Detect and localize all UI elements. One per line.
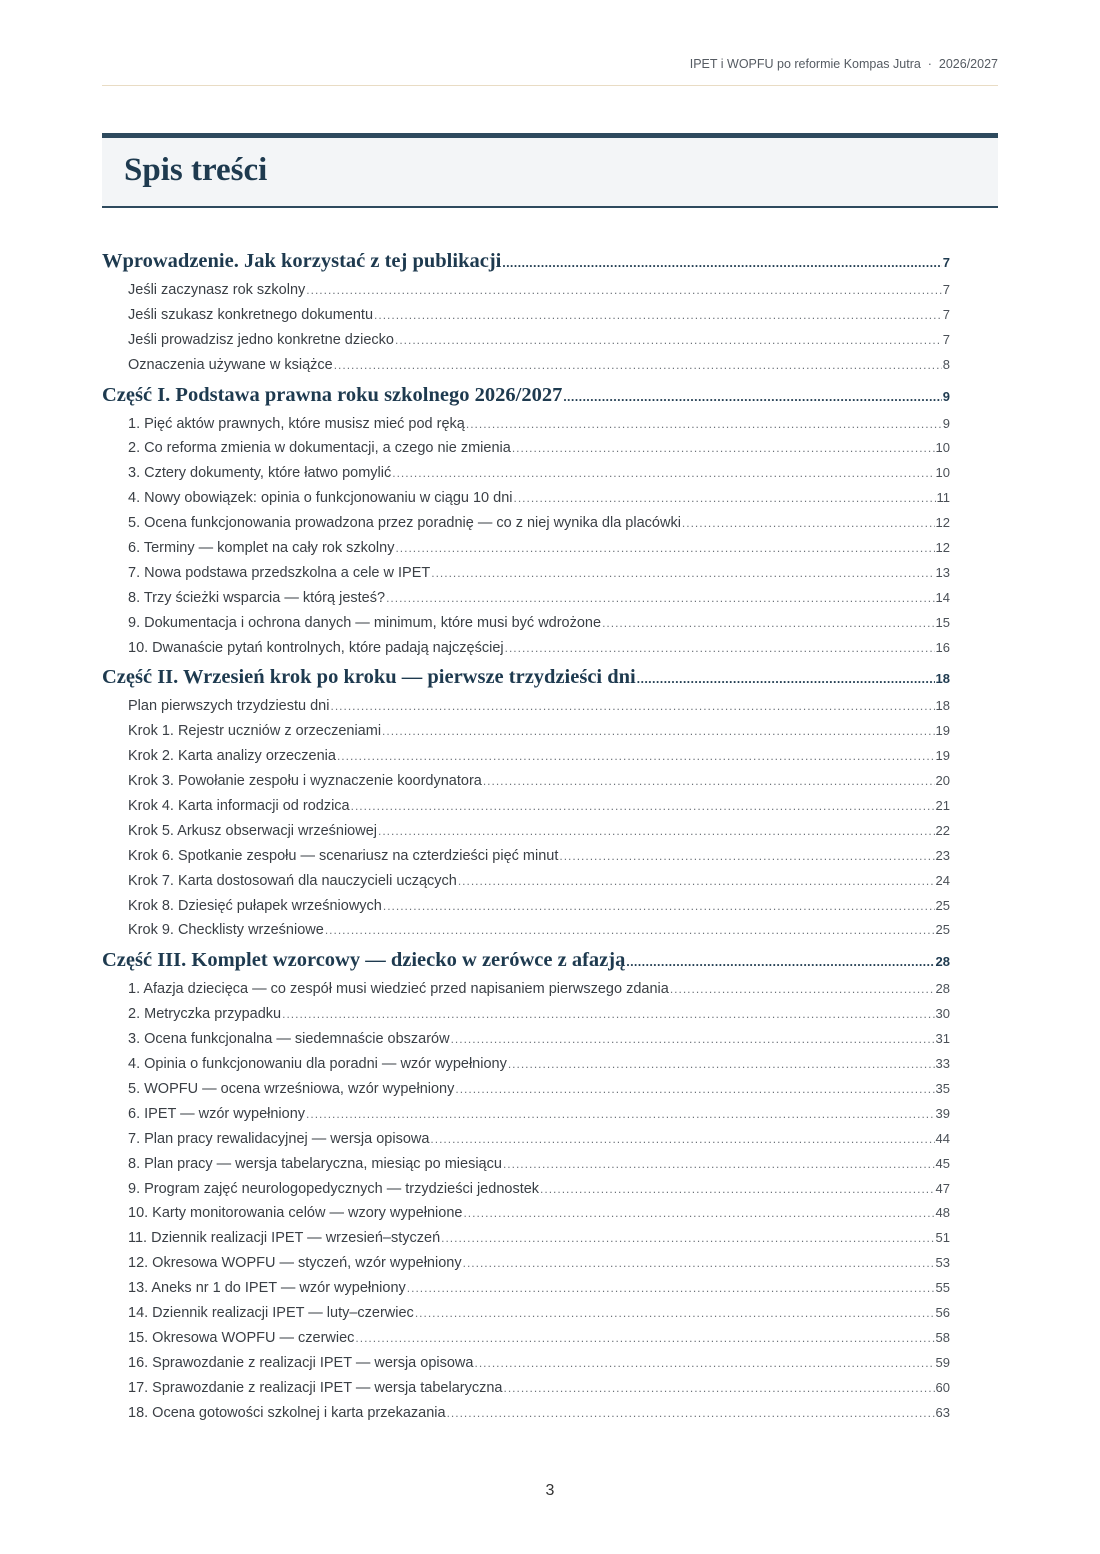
dot-leader xyxy=(466,412,942,437)
toc-entry[interactable] xyxy=(102,1301,950,1326)
toc-chapter-title: Część III. Komplet wzorcowy — dziecko w zerówce z afazją xyxy=(102,949,626,972)
dot-leader xyxy=(378,819,935,844)
toc-entry-page: 7 xyxy=(942,282,950,297)
dot-leader xyxy=(504,1376,935,1401)
toc-entry[interactable] xyxy=(102,436,950,461)
dot-leader xyxy=(355,1326,934,1351)
toc-entry[interactable] xyxy=(102,794,950,819)
dot-leader xyxy=(386,586,934,611)
dot-leader xyxy=(512,436,935,461)
header-separator: · xyxy=(927,57,932,71)
dot-leader xyxy=(447,1401,935,1426)
toc-entry-title: 2. Metryczka przypadku xyxy=(128,1006,282,1023)
dot-leader xyxy=(325,918,935,943)
toc-entry-title: Jeśli szukasz konkretnego dokumentu xyxy=(128,306,374,323)
toc-entry-title: 9. Dokumentacja i ochrona danych — minimum, które musi być wdrożone xyxy=(128,614,602,631)
dot-leader xyxy=(337,744,935,769)
toc-entry-page: 48 xyxy=(935,1205,950,1221)
toc-entry[interactable] xyxy=(102,918,950,943)
dot-leader xyxy=(374,303,942,328)
toc-entry-page: 25 xyxy=(935,922,950,938)
toc-entry-title: 17. Sprawozdanie z realizacji IPET — wersja tabelaryczna xyxy=(128,1379,503,1396)
toc-entry-page: 7 xyxy=(942,331,950,347)
toc-entry[interactable] xyxy=(102,1027,950,1052)
toc-entry[interactable] xyxy=(102,278,950,303)
toc-chapter[interactable] xyxy=(102,244,950,278)
toc-entry[interactable] xyxy=(102,303,950,328)
toc-entry-page: 45 xyxy=(935,1155,950,1171)
toc-entry-title: 10. Dwanaście pytań kontrolnych, które padają najczęściej xyxy=(128,639,504,656)
toc-entry-page: 19 xyxy=(935,723,950,739)
toc-entry-page: 8 xyxy=(942,356,950,372)
toc-entry-title: 2. Co reforma zmienia w dokumentacji, a czego nie zmienia xyxy=(128,440,511,457)
toc-chapter-page: 18 xyxy=(935,671,950,687)
toc-entry-title: Krok 2. Karta analizy orzeczenia xyxy=(128,748,336,765)
toc-entry-title: Oznaczenia używane w książce xyxy=(128,356,333,373)
toc-entry-page: 25 xyxy=(935,897,950,913)
toc-entry-title: 1. Pięć aktów prawnych, które musisz mieć pod ręką xyxy=(128,415,465,432)
toc-entry-page: 11 xyxy=(936,490,950,506)
toc-chapter[interactable] xyxy=(102,378,950,412)
dot-leader xyxy=(463,1201,934,1226)
dot-leader xyxy=(431,561,934,586)
toc-entry[interactable] xyxy=(102,694,950,719)
toc-entry-page: 12 xyxy=(935,515,950,531)
toc-chapter-page: 7 xyxy=(942,255,950,270)
toc-entry-page: 28 xyxy=(935,981,950,997)
toc-entry-page: 44 xyxy=(935,1130,950,1146)
header-rule xyxy=(102,85,998,86)
dot-leader xyxy=(505,636,935,661)
toc-entry-title: 10. Karty monitorowania celów — wzory wypełnione xyxy=(128,1205,463,1222)
toc-entry[interactable] xyxy=(102,1002,950,1027)
toc-entry-title: 3. Cztery dokumenty, które łatwo pomylić xyxy=(128,465,392,482)
dot-leader xyxy=(451,1027,935,1052)
toc-entry-page: 33 xyxy=(935,1056,950,1072)
dot-leader xyxy=(559,844,934,869)
toc-entry[interactable] xyxy=(102,636,950,661)
dot-leader xyxy=(682,511,935,536)
toc-entry[interactable] xyxy=(102,1401,950,1426)
dot-leader xyxy=(395,536,934,561)
toc-entry-title: 8. Trzy ścieżki wsparcia — którą jesteś? xyxy=(128,589,386,606)
header-year: 2026/2027 xyxy=(938,57,998,71)
toc-entry-title: 1. Afazja dziecięca — co zespół musi wiedzieć przed napisaniem pierwszego zdania xyxy=(128,981,669,998)
dot-leader xyxy=(334,353,942,378)
toc-entry-page: 31 xyxy=(935,1031,950,1047)
toc-entry[interactable] xyxy=(102,611,950,636)
toc-entry[interactable] xyxy=(102,1376,950,1401)
toc-entry-title: Plan pierwszych trzydziestu dni xyxy=(128,698,330,715)
toc-entry-title: 12. Okresowa WOPFU — styczeń, wzór wypełniony xyxy=(128,1255,462,1272)
toc-chapter-page: 28 xyxy=(935,954,950,970)
header-publication: IPET i WOPFU po reformie Kompas Jutra xyxy=(689,57,921,71)
page-number: 3 xyxy=(545,1482,555,1499)
toc-chapter[interactable] xyxy=(102,943,950,977)
toc-entry[interactable] xyxy=(102,511,950,536)
toc-entry-page: 39 xyxy=(935,1105,950,1121)
toc-entry[interactable] xyxy=(102,461,950,486)
dot-leader xyxy=(392,461,934,486)
toc-entry[interactable] xyxy=(102,486,950,511)
toc-entry-title: 7. Nowa podstawa przedszkolna a cele w IPET xyxy=(128,564,431,581)
toc-entry-title: Jeśli zaczynasz rok szkolny xyxy=(128,282,306,298)
toc-entry-title: 4. Opinia o funkcjonowaniu dla poradni — wzór wypełniony xyxy=(128,1056,507,1073)
dot-leader xyxy=(637,662,935,696)
dot-leader xyxy=(563,380,941,414)
toc-chapter[interactable] xyxy=(102,660,950,694)
toc-entry[interactable] xyxy=(102,869,950,894)
toc-entry-page: 58 xyxy=(935,1329,950,1345)
toc-entry-page: 30 xyxy=(935,1006,950,1022)
toc-chapter-title: Część II. Wrzesień krok po kroku — pierwsze trzydzieści dni xyxy=(102,666,636,689)
dot-leader xyxy=(395,328,942,353)
toc-entry-title: 8. Plan pracy — wersja tabelaryczna, miesiąc po miesiącu xyxy=(128,1155,502,1172)
toc-entry-title: 6. Terminy — komplet na cały rok szkolny xyxy=(128,540,395,557)
toc-entry-title: 6. IPET — wzór wypełniony xyxy=(128,1105,306,1122)
toc-entry-title: 4. Nowy obowiązek: opinia o funkcjonowaniu w ciągu 10 dni xyxy=(128,490,513,507)
dot-leader xyxy=(513,486,935,511)
toc-entry-page: 10 xyxy=(935,440,950,456)
toc-entry[interactable] xyxy=(102,1201,950,1226)
toc-entry[interactable] xyxy=(102,1102,950,1127)
toc-entry-page: 35 xyxy=(935,1080,950,1096)
dot-leader xyxy=(503,1152,935,1177)
dot-leader xyxy=(508,1052,935,1077)
toc-entry-page: 19 xyxy=(935,748,950,764)
toc-entry-title: Krok 5. Arkusz obserwacji wrześniowej xyxy=(128,822,378,839)
toc-entry[interactable] xyxy=(102,977,950,1002)
dot-leader xyxy=(483,769,935,794)
toc-entry[interactable] xyxy=(102,1052,950,1077)
toc-entry-title: 14. Dziennik realizacji IPET — luty–czerwiec xyxy=(128,1304,414,1321)
title-box xyxy=(102,133,998,208)
dot-leader xyxy=(502,246,941,280)
dot-leader xyxy=(540,1177,934,1202)
toc-entry[interactable] xyxy=(102,819,950,844)
dot-leader xyxy=(330,694,934,719)
toc-entry[interactable] xyxy=(102,353,950,378)
toc-entry-title: Krok 4. Karta informacji od rodzica xyxy=(128,798,350,815)
toc-entry[interactable] xyxy=(102,844,950,869)
toc-entry-page: 56 xyxy=(935,1304,950,1320)
dot-leader xyxy=(441,1226,934,1251)
toc-entry-title: 7. Plan pracy rewalidacyjnej — wersja opisowa xyxy=(128,1130,430,1147)
running-header xyxy=(102,57,998,71)
toc-entry-page: 9 xyxy=(942,415,950,431)
dot-leader xyxy=(474,1351,934,1376)
toc-entry-page: 21 xyxy=(935,798,950,814)
toc-entry-page: 47 xyxy=(935,1180,950,1196)
toc-entry[interactable] xyxy=(102,769,950,794)
toc-chapter-page: 9 xyxy=(942,388,950,404)
dot-leader xyxy=(455,1077,934,1102)
toc-entry[interactable] xyxy=(102,744,950,769)
toc-entry-page: 24 xyxy=(935,872,950,888)
toc-entry-title: Krok 9. Checklisty wrześniowe xyxy=(128,922,324,939)
dot-leader xyxy=(430,1127,934,1152)
toc-entry-page: 10 xyxy=(935,465,950,481)
toc-entry-page: 60 xyxy=(935,1379,950,1395)
table-of-contents xyxy=(102,244,950,1425)
toc-entry-title: Krok 1. Rejestr uczniów z orzeczeniami xyxy=(128,723,382,740)
toc-entry[interactable] xyxy=(102,328,950,353)
dot-leader xyxy=(306,278,941,303)
toc-entry-title: Krok 6. Spotkanie zespołu — scenariusz na czterdzieści pięć minut xyxy=(128,847,559,864)
toc-entry[interactable] xyxy=(102,1276,950,1301)
toc-entry-page: 7 xyxy=(942,306,950,322)
toc-entry-title: Krok 3. Powołanie zespołu i wyznaczenie koordynatora xyxy=(128,773,482,790)
toc-entry[interactable] xyxy=(102,586,950,611)
toc-entry-page: 14 xyxy=(935,589,950,605)
toc-entry[interactable] xyxy=(102,1127,950,1152)
toc-entry-title: 13. Aneks nr 1 do IPET — wzór wypełniony xyxy=(128,1280,406,1297)
toc-entry-title: Krok 8. Dziesięć pułapek wrześniowych xyxy=(128,897,382,914)
toc-entry-title: 11. Dziennik realizacji IPET — wrzesień–styczeń xyxy=(128,1230,441,1247)
toc-entry-page: 18 xyxy=(935,698,950,714)
toc-entry-page: 53 xyxy=(935,1255,950,1271)
toc-entry[interactable] xyxy=(102,561,950,586)
dot-leader xyxy=(626,945,934,979)
dot-leader xyxy=(670,977,935,1002)
toc-entry[interactable] xyxy=(102,1152,950,1177)
toc-entry-page: 20 xyxy=(935,773,950,789)
dot-leader xyxy=(458,869,935,894)
toc-entry-title: 5. WOPFU — ocena wrześniowa, wzór wypełniony xyxy=(128,1080,455,1097)
toc-entry[interactable] xyxy=(102,1326,950,1351)
toc-entry[interactable] xyxy=(102,1251,950,1276)
toc-entry-page: 23 xyxy=(935,847,950,863)
dot-leader xyxy=(407,1276,935,1301)
toc-entry-page: 13 xyxy=(935,564,950,580)
dot-leader xyxy=(463,1251,935,1276)
dot-leader xyxy=(415,1301,935,1326)
toc-entry-title: 3. Ocena funkcjonalna — siedemnaście obszarów xyxy=(128,1031,450,1048)
toc-entry-page: 22 xyxy=(935,822,950,838)
dot-leader xyxy=(383,894,935,919)
toc-entry[interactable] xyxy=(102,412,950,437)
toc-entry-title: Krok 7. Karta dostosowań dla nauczycieli uczących xyxy=(128,872,457,889)
dot-leader xyxy=(306,1102,935,1127)
toc-entry-title: 15. Okresowa WOPFU — czerwiec xyxy=(128,1329,355,1346)
toc-entry-page: 63 xyxy=(935,1404,950,1420)
dot-leader xyxy=(351,794,935,819)
dot-leader xyxy=(282,1002,934,1027)
toc-entry-title: 9. Program zajęć neurologopedycznych — trzydzieści jednostek xyxy=(128,1180,540,1197)
toc-entry[interactable] xyxy=(102,1351,950,1376)
toc-chapter-title: Część I. Podstawa prawna roku szkolnego 2026/2027 xyxy=(102,383,563,406)
toc-entry[interactable] xyxy=(102,1177,950,1202)
toc-entry-page: 59 xyxy=(935,1354,950,1370)
toc-chapter-title: Wprowadzenie. Jak korzystać z tej publikacji xyxy=(102,250,502,272)
toc-entry[interactable] xyxy=(102,536,950,561)
toc-entry-title: 16. Sprawozdanie z realizacji IPET — wersja opisowa xyxy=(128,1354,474,1371)
toc-entry[interactable] xyxy=(102,719,950,744)
toc-entry-page: 55 xyxy=(935,1280,950,1296)
toc-entry-page: 15 xyxy=(935,614,950,630)
toc-entry-page: 51 xyxy=(935,1230,950,1246)
page-title: Spis treści xyxy=(124,152,268,188)
toc-entry-page: 12 xyxy=(935,540,950,556)
toc-entry-title: Jeśli prowadzisz jedno konkretne dziecko xyxy=(128,331,394,348)
dot-leader xyxy=(382,719,934,744)
toc-entry[interactable] xyxy=(102,1226,950,1251)
toc-entry[interactable] xyxy=(102,1077,950,1102)
dot-leader xyxy=(602,611,934,636)
toc-entry-title: 18. Ocena gotowości szkolnej i karta przekazania xyxy=(128,1404,446,1421)
toc-entry-page: 16 xyxy=(935,639,950,655)
toc-entry[interactable] xyxy=(102,894,950,919)
toc-entry-title: 5. Ocena funkcjonowania prowadzona przez poradnię — co z niej wynika dla placówki xyxy=(128,515,681,532)
